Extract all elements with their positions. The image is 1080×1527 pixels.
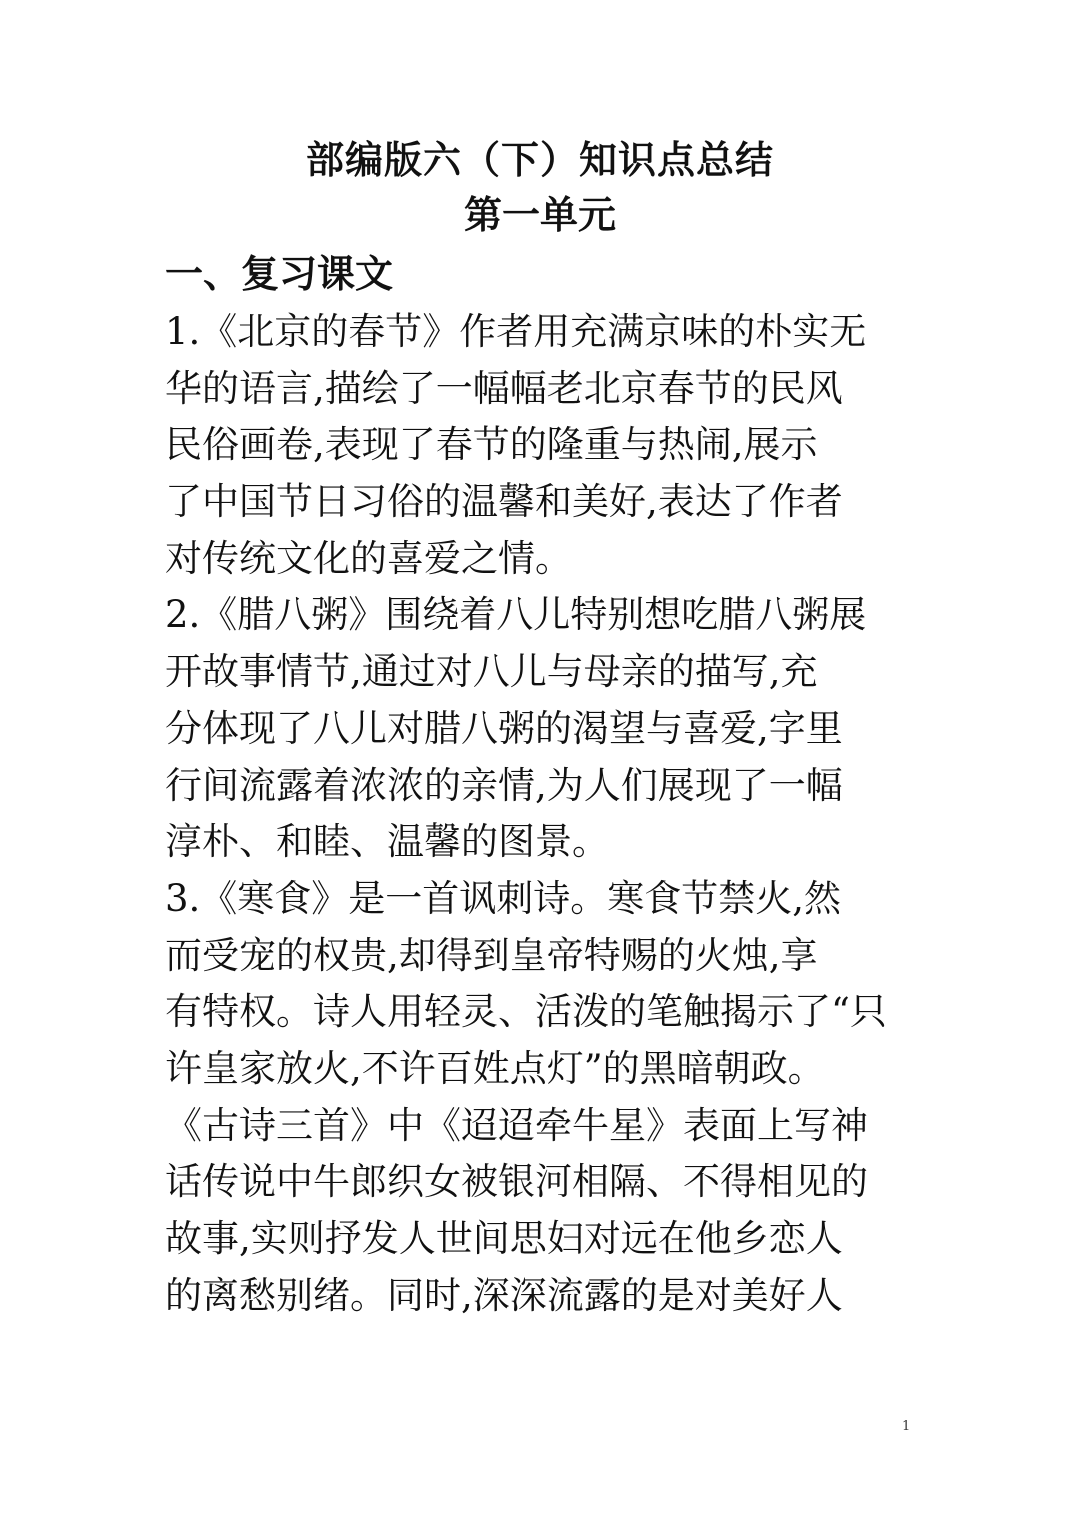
unit-title: 第一单元 [463,192,616,237]
text-line: 2.《腊八粥》围绕着八儿特别想吃腊八粥展 [165,593,867,637]
text-line: 而受宠的权贵,却得到皇帝特赐的火烛,享 [165,933,818,977]
text-line: 开故事情节,通过对八儿与母亲的描写,充 [165,650,818,694]
section-heading: 一、复习课文 [165,251,394,296]
body-text [165,304,925,1324]
text-line: 有特权。诗人用轻灵、活泼的笔触揭示了“只 [165,990,887,1034]
text-line: 民俗画卷,表现了春节的隆重与热闹,展示 [165,423,818,467]
text-line: 华的语言,描绘了一幅幅老北京春节的民风 [165,366,843,410]
text-line: 了中国节日习俗的温馨和美好,表达了作者 [165,480,843,524]
text-line: 许皇家放火,不许百姓点灯”的黑暗朝政。 [165,1046,825,1090]
text-line: 分体现了八儿对腊八粥的渴望与喜爱,字里 [165,706,843,750]
text-line: 3.《寒食》是一首讽刺诗。寒食节禁火,然 [165,876,842,920]
text-line: 《古诗三首》中《迢迢牵牛星》表面上写神 [165,1103,868,1147]
text-line: 话传说中牛郎织女被银河相隔、不得相见的 [165,1160,868,1204]
text-line: 的离愁别绪。同时,深深流露的是对美好人 [165,1273,843,1317]
text-line: 故事,实则抒发人世间思妇对远在他乡恋人 [165,1217,843,1260]
text-line: 淳朴、和睦、温馨的图景。 [165,820,609,864]
text-line: 1.《北京的春节》作者用充满京味的朴实无 [165,310,867,353]
text-line: 对传统文化的喜爱之情。 [165,536,572,580]
text-line: 行间流露着浓浓的亲情,为人们展现了一幅 [165,763,843,807]
document-title: 部编版六（下）知识点总结 [305,137,774,182]
page-number: 1 [902,1419,911,1434]
